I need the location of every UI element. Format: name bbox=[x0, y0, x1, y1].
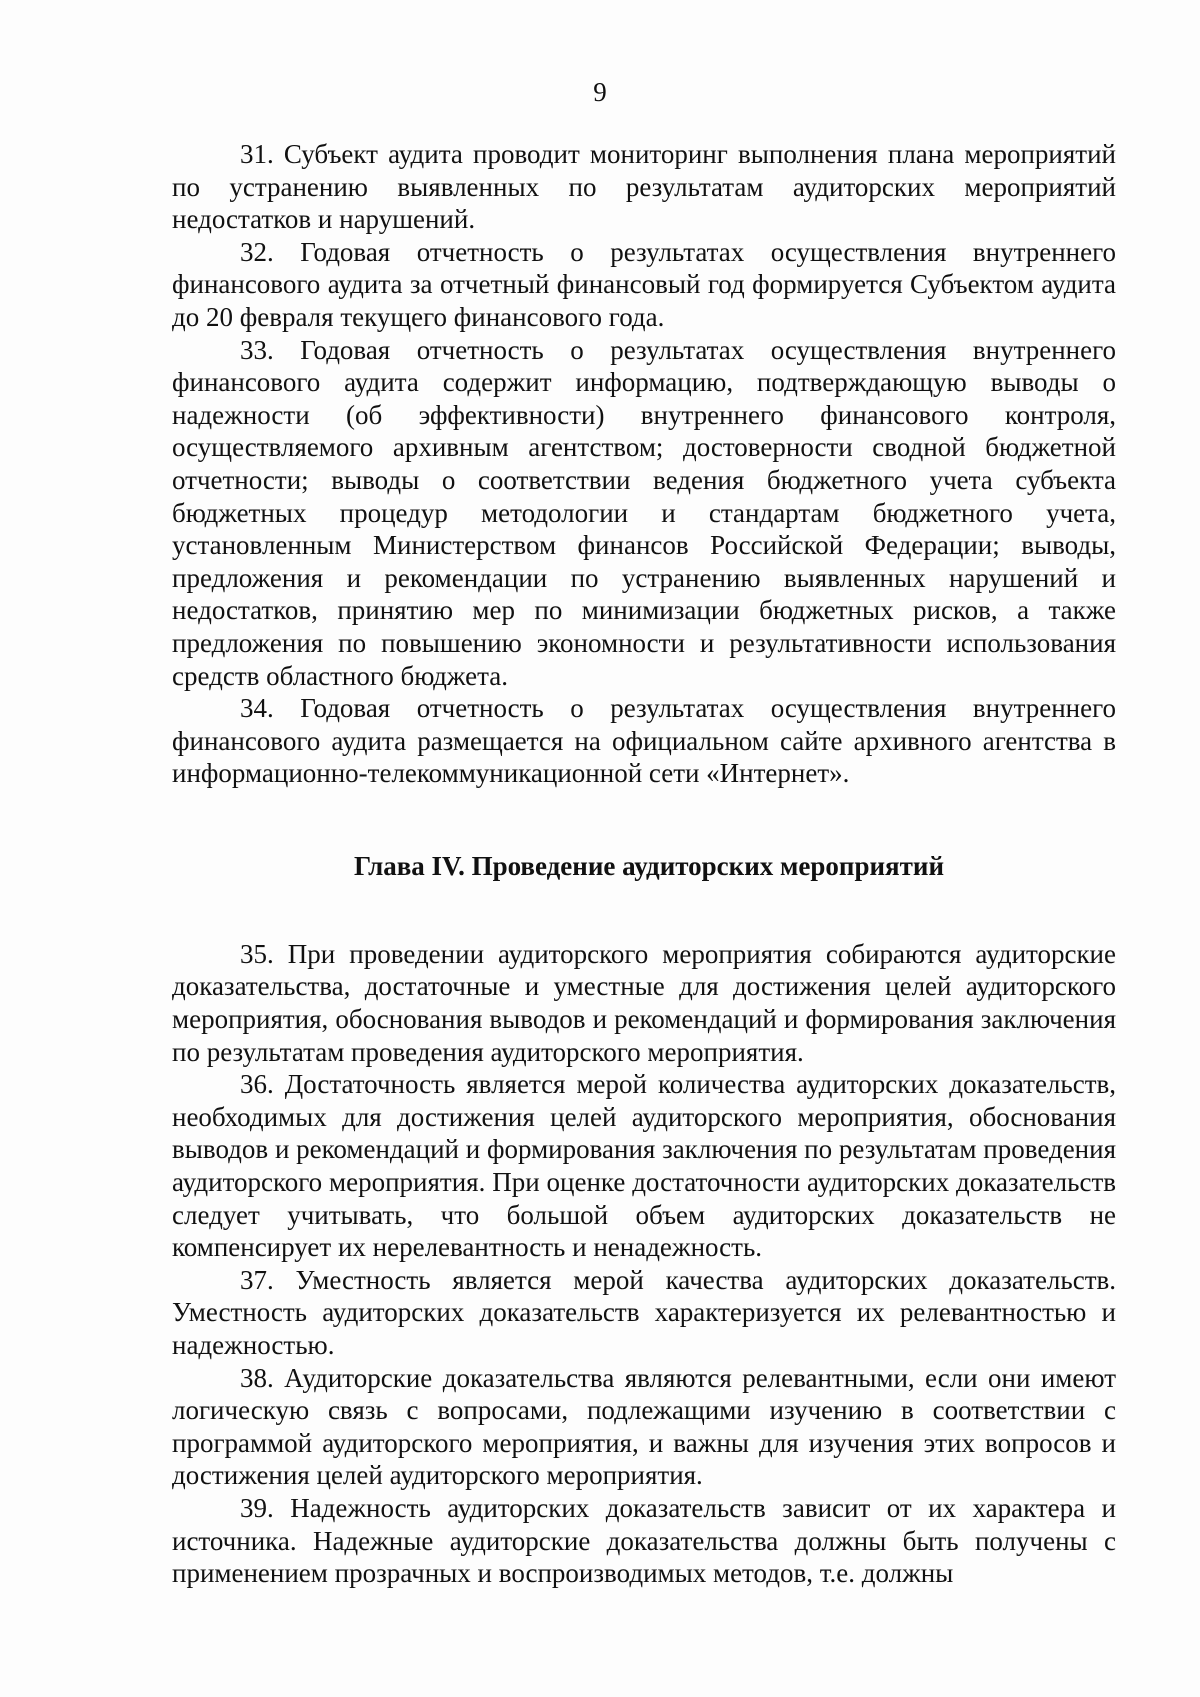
page-number: 9 bbox=[593, 77, 607, 107]
paragraph-38: 38. Аудиторские доказательства являются релевантными, если они имеют логическую связь с вопросами, подлежащими изучению в соответствии с программой аудиторского мероприятия, и важны для изучения этих вопросов и достижения целей аудиторского мероприятия. bbox=[172, 1362, 1116, 1491]
paragraph-39: 39. Надежность аудиторских доказательств зависит от их характера и источника. Надежные аудиторские доказательства должны быть получены с применением прозрачных и воспроизводимых методов, т.е. должны bbox=[172, 1492, 1116, 1589]
paragraph-34: 34. Годовая отчетность о результатах осуществления внутреннего финансового аудита размещается на официальном сайте архивного агентства в информационно-телекоммуникационной сети «Интернет». bbox=[172, 693, 1116, 789]
chapter-title: Глава IV. Проведение аудиторских мероприятий bbox=[353, 850, 945, 881]
document-body bbox=[172, 138, 1116, 1590]
paragraph-37: 37. Уместность является мерой качества аудиторских доказательств. Уместность аудиторских доказательств характеризуется их релевантностью и надежностью. bbox=[172, 1264, 1116, 1360]
paragraph-31: 31. Субъект аудита проводит мониторинг выполнения плана мероприятий по устранению выявленных по результатам аудиторских мероприятий недостатков и нарушений. bbox=[172, 139, 1116, 235]
paragraph-35: 35. При проведении аудиторского мероприятия собираются аудиторские доказательства, достаточные и уместные для достижения целей аудиторского мероприятия, обоснования выводов и рекомендаций и формирования заключения по результатам проведения аудиторского мероприятия. bbox=[172, 938, 1116, 1067]
paragraph-32: 32. Годовая отчетность о результатах осуществления внутреннего финансового аудита за отчетный финансовый год формируется Субъектом аудита до 20 февраля текущего финансового года. bbox=[172, 236, 1116, 332]
paragraph-36: 36. Достаточность является мерой количества аудиторских доказательств, необходимых для достижения целей аудиторского мероприятия, обоснования выводов и рекомендаций и формирования заключения по результатам проведения аудиторского мероприятия. При оценке достаточности аудиторских доказательств следует учитывать, что большой объем аудиторских доказательств не компенсирует их нерелевантность и ненадежность. bbox=[172, 1069, 1116, 1263]
paragraph-33: 33. Годовая отчетность о результатах осуществления внутреннего финансового аудита содержит информацию, подтверждающую выводы о надежности (об эффективности) внутреннего финансового контроля, осуществляемого архивным агентством; достоверности сводной бюджетной отчетности; выводы о соответствии ведения бюджетного учета субъекта бюджетных процедур методологии и стандартам бюджетного учета, установленным Министерством финансов Российской Федерации; выводы, предложения и рекомендации по устранению выявленных нарушений и недостатков, принятию мер по минимизации бюджетных рисков, а также предложения по повышению экономности и результативности использования средств областного бюджета. bbox=[172, 334, 1116, 691]
